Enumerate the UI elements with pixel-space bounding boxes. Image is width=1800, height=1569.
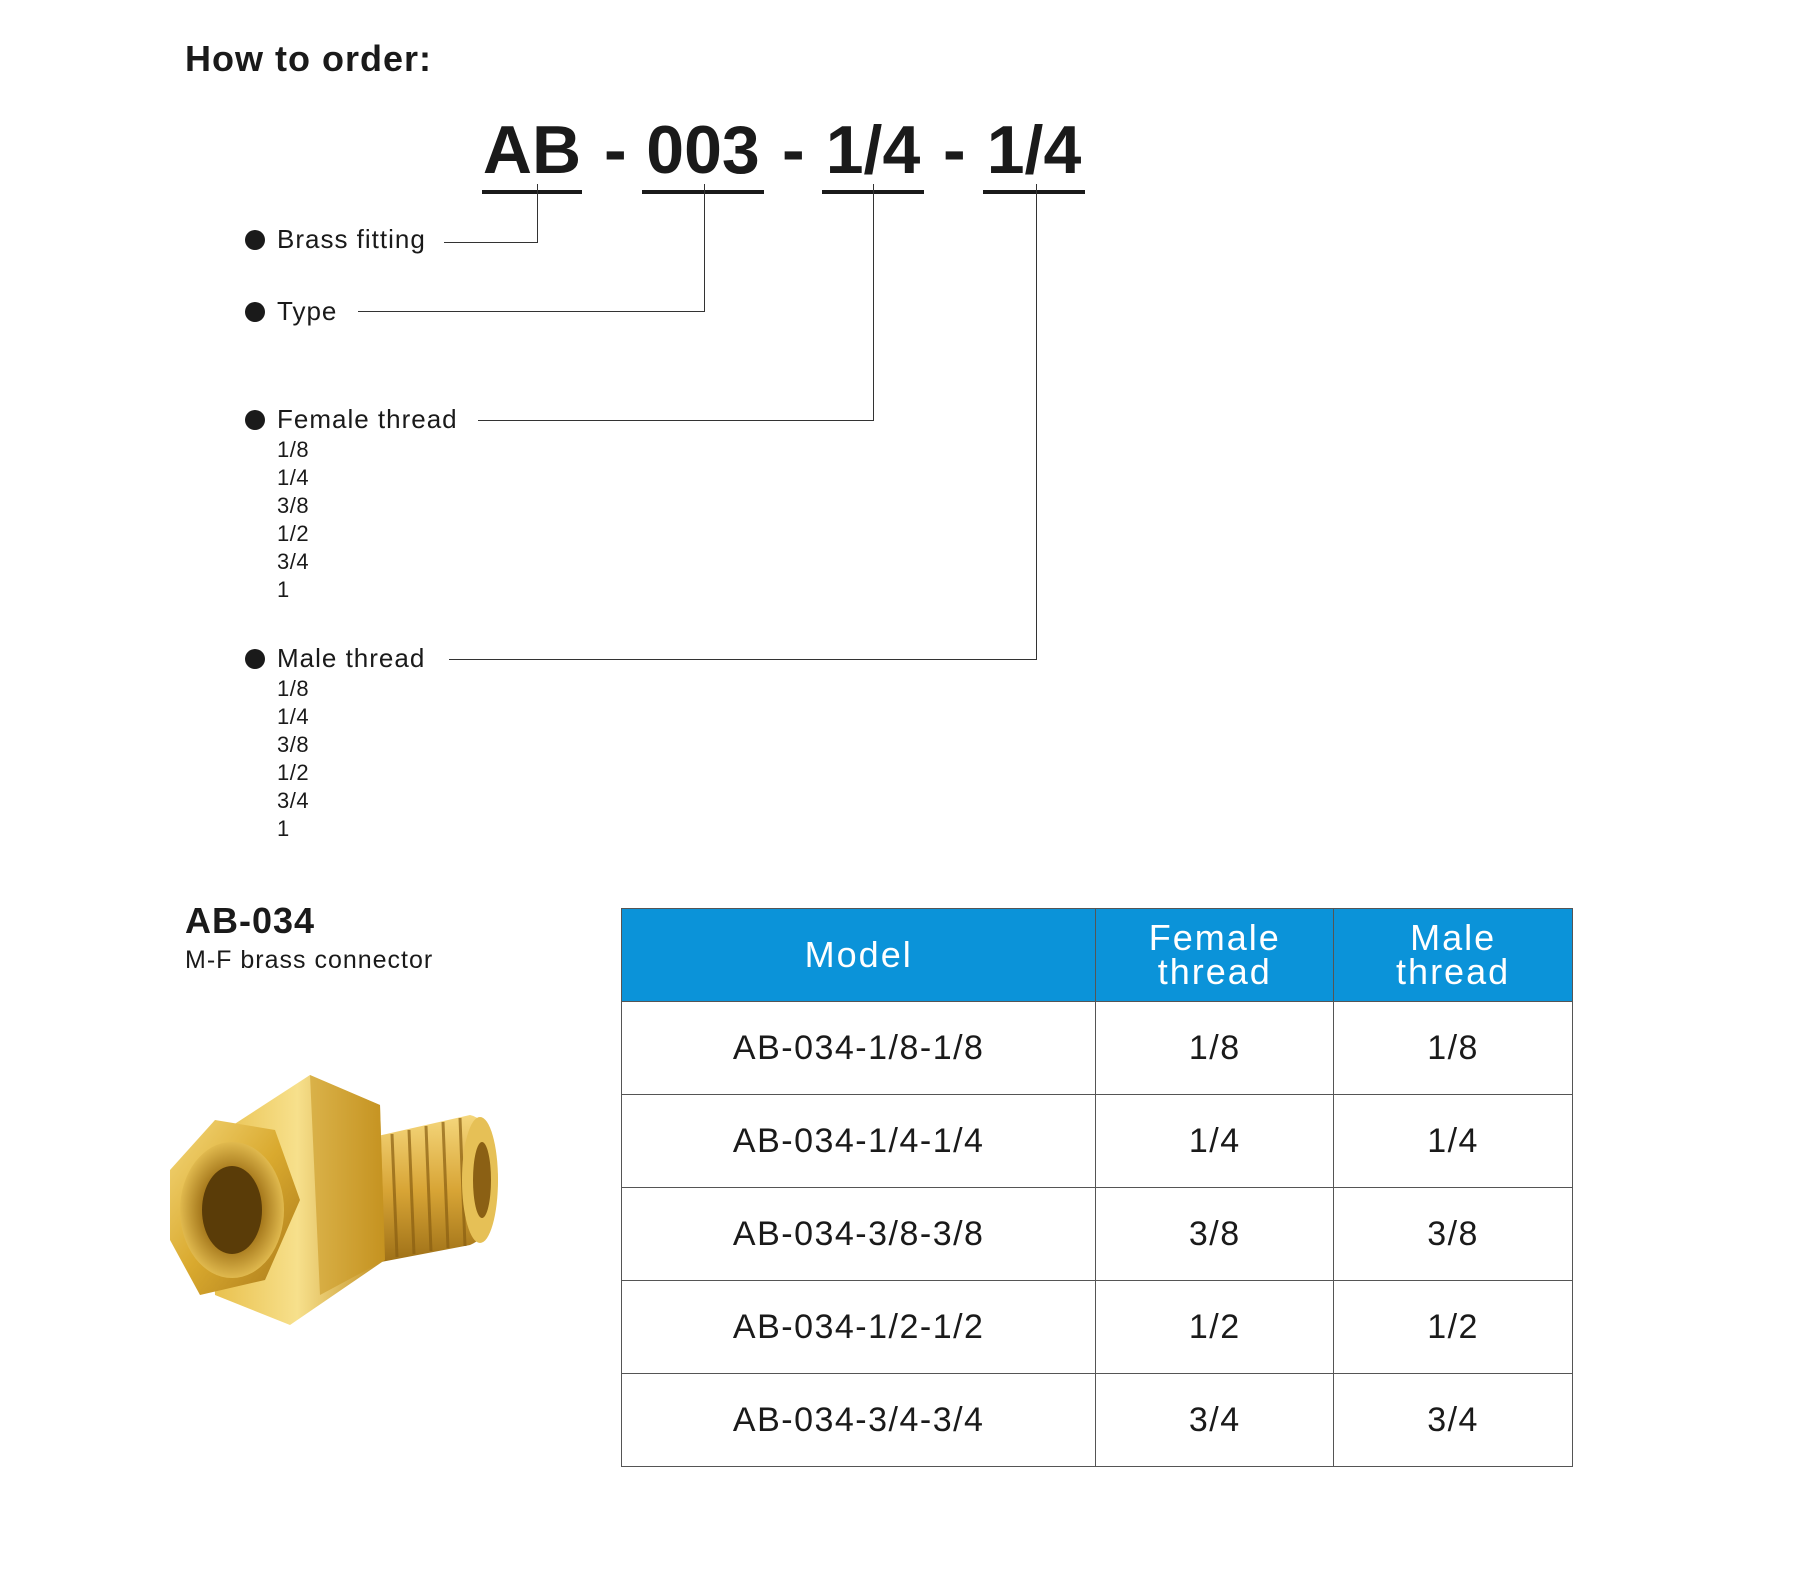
bullet-icon	[245, 302, 265, 322]
list-item: 3/8	[277, 732, 310, 757]
cell-female: 1/4	[1096, 1095, 1334, 1188]
cell-model: AB-034-1/2-1/2	[622, 1281, 1096, 1374]
product-model: AB-034	[185, 900, 316, 941]
leader-line	[873, 184, 874, 421]
product-description: M-F brass connector	[185, 946, 434, 974]
cell-model: AB-034-3/8-3/8	[622, 1188, 1096, 1281]
list-item: 1/8	[277, 676, 310, 701]
leader-line	[1036, 184, 1037, 660]
male-thread-options	[277, 675, 309, 843]
legend-male-thread: Male thread	[277, 643, 426, 673]
leader-line	[449, 659, 1037, 660]
list-item: 1/8	[277, 437, 310, 462]
header-female-thread: Female thread	[1096, 909, 1334, 1002]
list-item: 1/2	[277, 760, 310, 785]
cell-female: 3/8	[1096, 1188, 1334, 1281]
cell-male: 3/4	[1334, 1374, 1573, 1467]
legend-female-thread: Female thread	[277, 404, 458, 434]
table-row	[622, 1281, 1573, 1374]
female-thread-options	[277, 436, 309, 604]
cell-male: 1/4	[1334, 1095, 1573, 1188]
cell-male: 1/8	[1334, 1002, 1573, 1095]
code-male-thread: 1/4	[983, 110, 1085, 194]
bullet-icon	[245, 649, 265, 669]
cell-male: 3/8	[1334, 1188, 1573, 1281]
code-separator-3: -	[943, 112, 966, 188]
table-row	[622, 1095, 1573, 1188]
leader-line	[704, 184, 705, 312]
code-prefix: AB	[482, 110, 582, 194]
leader-line	[537, 184, 538, 243]
legend-brass-fitting: Brass fitting	[277, 224, 426, 254]
leader-line	[444, 242, 538, 243]
cell-model: AB-034-1/4-1/4	[622, 1095, 1096, 1188]
list-item: 1/4	[277, 704, 310, 729]
code-separator-2: -	[782, 112, 805, 188]
cell-model: AB-034-3/4-3/4	[622, 1374, 1096, 1467]
code-type: 003	[642, 110, 764, 194]
bullet-icon	[245, 410, 265, 430]
legend-type: Type	[277, 296, 338, 326]
cell-male: 1/2	[1334, 1281, 1573, 1374]
cell-model: AB-034-1/8-1/8	[622, 1002, 1096, 1095]
table-row	[622, 1002, 1573, 1095]
table-row	[622, 1188, 1573, 1281]
model-table	[621, 908, 1573, 1467]
table-row	[622, 1374, 1573, 1467]
leader-line	[478, 420, 874, 421]
cell-female: 1/8	[1096, 1002, 1334, 1095]
header-model: Model	[622, 909, 1096, 1002]
list-item: 1/4	[277, 465, 310, 490]
list-item: 1	[277, 816, 290, 841]
list-item: 1/2	[277, 521, 310, 546]
list-item: 3/8	[277, 493, 310, 518]
page-heading: How to order:	[185, 38, 432, 79]
leader-line	[358, 311, 705, 312]
cell-female: 3/4	[1096, 1374, 1334, 1467]
list-item: 3/4	[277, 549, 310, 574]
list-item: 1	[277, 577, 290, 602]
table-header-row	[622, 909, 1573, 1002]
code-female-thread: 1/4	[822, 110, 924, 194]
brass-connector-icon	[170, 1060, 510, 1360]
cell-female: 1/2	[1096, 1281, 1334, 1374]
list-item: 3/4	[277, 788, 310, 813]
code-separator-1: -	[604, 112, 627, 188]
header-male-thread: Male thread	[1334, 909, 1573, 1002]
bullet-icon	[245, 230, 265, 250]
